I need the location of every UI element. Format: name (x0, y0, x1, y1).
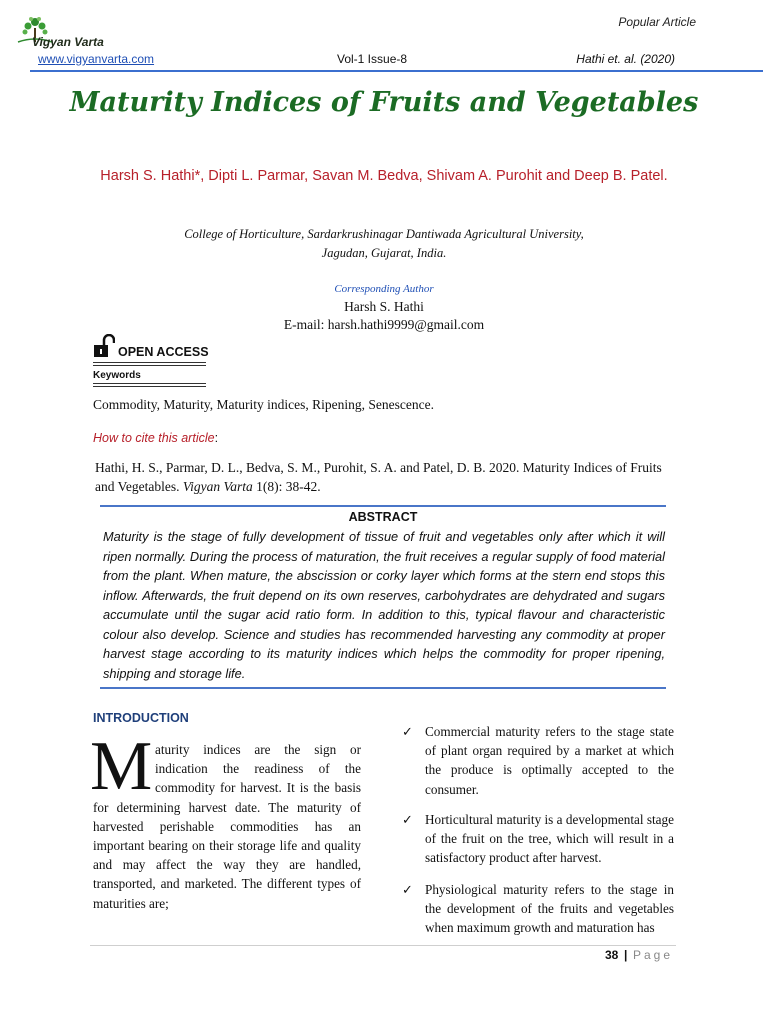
affiliation-college: College of Horticulture, (184, 227, 305, 241)
abstract-bottom-rule (100, 687, 666, 689)
citation-main: Hathi, H. S., Parmar, D. L., Bedva, S. M., Purohit, S. A. and Patel, D. B. 2020. Maturity Indices of Fruits and Vegetables. (95, 460, 662, 494)
abstract-heading: ABSTRACT (348, 510, 418, 524)
divider (93, 386, 206, 387)
page-separator: | (624, 948, 628, 962)
keywords-label: Keywords (93, 370, 141, 381)
open-access-label: OPEN ACCESS (118, 345, 209, 359)
checkmark-icon: ✓ (402, 812, 414, 827)
page-number: 38 (605, 948, 619, 962)
how-to-cite-label (93, 431, 218, 445)
list-item (402, 722, 674, 799)
drop-cap: M (90, 728, 153, 805)
corresponding-author-name: Harsh S. Hathi (344, 299, 424, 314)
how-to-cite-colon: : (214, 431, 219, 445)
corresponding-author-email[interactable]: E-mail: harsh.hathi9999@gmail.com (283, 317, 485, 332)
affiliation (100, 225, 668, 263)
divider (93, 365, 206, 366)
abstract-text: Maturity is the stage of fully development of tissue of fruit and vegetables only after which it will ripen normally. During the process of maturation, the fruit receives a regular supply of food material from the plant. When mature, the abscission or corky layer which forms at the stern end stops this inflow. Afterwards, the fruit depend on its own reserves, carbohydrates are dehydrated and sugars accumulate until the sugar acid ratio form. In addition to this, typical flavour and characteristic colour also develop. Science and studies has recommended harvesting any commodity at proper harvest stage according to its maturity indices which helps the commodity for proper ripening, shipping and storage life. (103, 529, 665, 681)
list-item (402, 810, 674, 868)
citation-journal: Vigyan Varta (182, 479, 253, 494)
citation-details: 1(8): 38-42. (252, 479, 321, 494)
divider (93, 383, 206, 384)
open-lock-icon (93, 334, 115, 358)
list-item-text: Physiological maturity refers to the stage in the development of the fruits and vegetables when maximum growth and maturation has (425, 882, 674, 936)
affiliation-place: Jagudan, Gujarat, India. (321, 246, 447, 260)
abstract-top-rule (100, 505, 666, 507)
footer-divider (90, 945, 676, 946)
article-title: Maturity Indices of Fruits and Vegetables (69, 87, 699, 118)
keywords-list: Commodity, Maturity, Maturity indices, Ripening, Senescence. (93, 397, 434, 412)
website-link[interactable]: www.vigyanvarta.com (38, 52, 155, 66)
introduction-heading: INTRODUCTION (93, 711, 189, 725)
list-item-text: Commercial maturity refers to the stage state of plant organ required by a market at which the produce is optimally accepted to the consumer. (425, 724, 674, 797)
header-divider (30, 70, 763, 72)
list-item (402, 880, 674, 938)
checkmark-icon: ✓ (402, 724, 414, 739)
volume-issue: Vol-1 Issue-8 (337, 52, 408, 66)
citation-text (95, 458, 675, 496)
running-citation: Hathi et. al. (2020) (576, 52, 675, 66)
divider (93, 362, 206, 363)
article-type-label: Popular Article (618, 15, 696, 29)
logo-text: Vigyan Varta (32, 35, 104, 49)
introduction-body: aturity indices are the sign or indication the readiness of the commodity for harvest. It is the basis for determining harvest date. The maturity of harvested perishable commodities has an important bearing on their storage life and quality and may affect the way they are handled, transported, and marketed. The different types of maturities are; (93, 742, 361, 911)
affiliation-university: Sardarkrushinagar Dantiwada Agricultural University, (304, 227, 584, 241)
introduction-text (93, 740, 361, 913)
page-label: Page (633, 948, 674, 962)
corresponding-author-label: Corresponding Author (334, 283, 434, 295)
author-list: Harsh S. Hathi*, Dipti L. Parmar, Savan M. Bedva, Shivam A. Purohit and Deep B. Patel. (100, 168, 668, 184)
how-to-cite-text: How to cite this article (93, 431, 215, 445)
checkmark-icon: ✓ (402, 882, 414, 897)
list-item-text: Horticultural maturity is a developmental stage of the fruit on the tree, which will result in a satisfactory product after harvest. (425, 812, 674, 866)
